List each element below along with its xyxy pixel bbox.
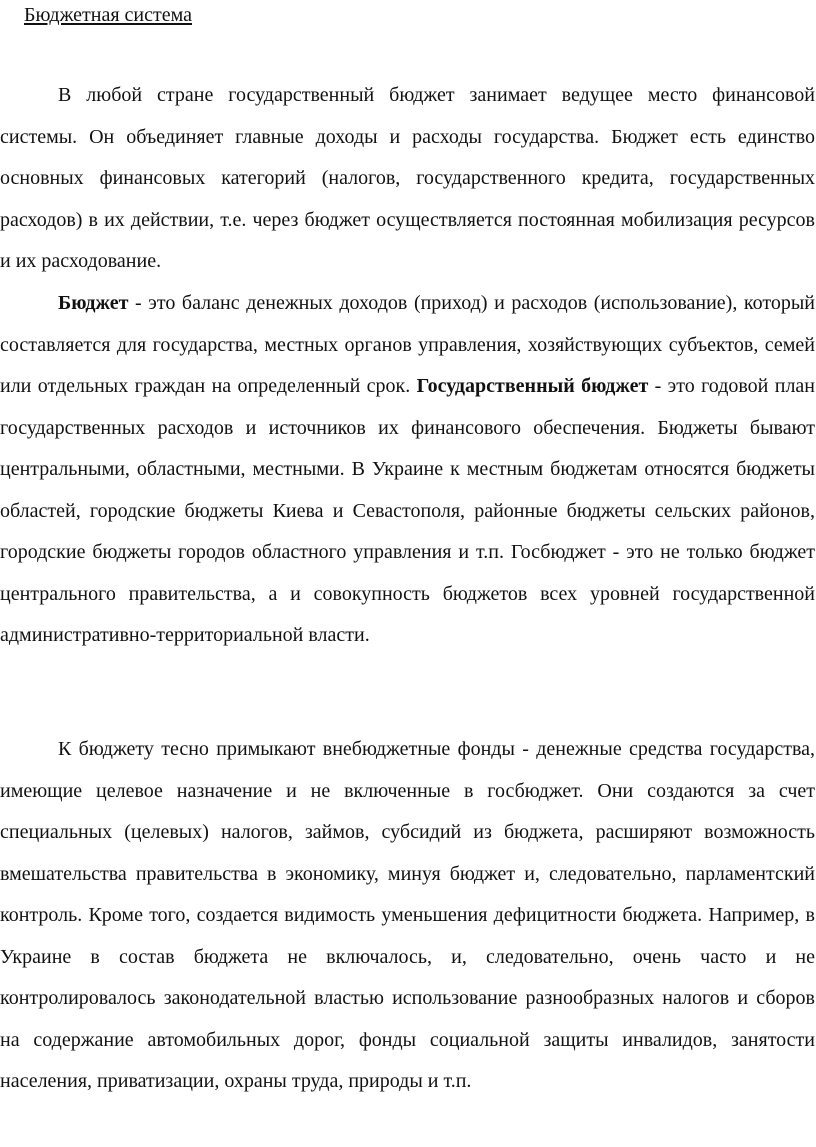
definition-state-budget-text: - это годовой план государственных расходов и источников их финансового обеспечения. Бюджеты бывают центральными, областными, местными. В Украине к местным бюджетам относятся бюджеты областей, городские бюджеты Киева и Севастополя, районные бюджеты сельских районов, городские бюджеты городов областного управления и т.п. Госбюджет - это не только бюджет центрального правительства, а и совокупность бюджетов всех уровней государственной административно-территориальной власти. [0,375,815,646]
paragraph-definitions [0,283,815,657]
term-state-budget: Государственный бюджет [416,375,649,397]
paragraph-intro: В любой стране государственный бюджет занимает ведущее место финансовой системы. Он объединяет главные доходы и расходы государства. Бюджет есть единство основных финансовых категорий (налогов, государственного кредита, государственных расходов) в их действии, т.е. через бюджет осуществляется постоянная мобилизация ресурсов и их расходование. [0,84,815,272]
document-heading: Бюджетная система [24,4,193,26]
definition-budget-text: - это баланс денежных доходов (приход) и расходов (использование), который составляется для государства, местных органов управления, хозяйствующих субъектов, семей или отдельных граждан на определенный срок. [0,292,815,397]
paragraph-extrabudgetary-funds: К бюджету тесно примыкают внебюджетные фонды - денежные средства государства, имеющие целевое назначение и не включенные в госбюджет. Они создаются за счет специальных (целевых) налогов, займов, субсидий из бюджета, расширяют возможность вмешательства правительства в экономику, минуя бюджет и, следовательно, парламентский контроль. Кроме того, создается видимость уменьшения дефицитности бюджета. Например, в Украине в состав бюджета не включалось, и, следовательно, очень часто и не контролировалось законодательной властью использование разнообразных налогов и сборов на содержание автомобильных дорог, фонды социальной защиты инвалидов, занятости населения, приватизации, охраны труда, природы и т.п. [0,738,815,1092]
term-budget: Бюджет [58,292,129,314]
